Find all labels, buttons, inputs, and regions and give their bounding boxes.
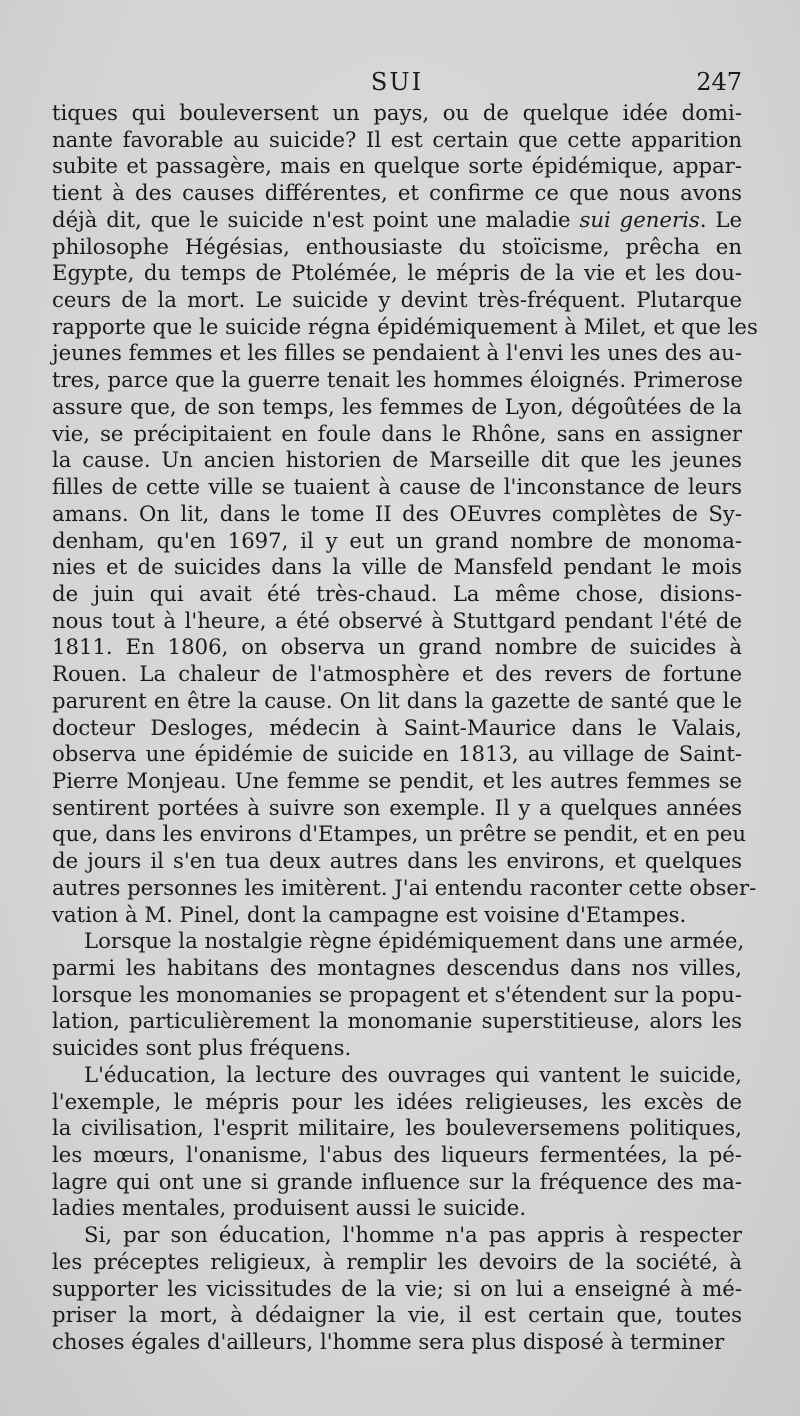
text-line: les mœurs, l'onanisme, l'abus des liqueurs fermentées, la pé- xyxy=(52,1142,742,1168)
page-header xyxy=(52,68,742,98)
text-line: parmi les habitans des montagnes descendus dans nos villes, xyxy=(52,955,742,980)
text-line: Egypte, du temps de Ptolémée, le mépris de la vie et les dou- xyxy=(52,260,742,286)
text-line: suicides sont plus fréquens. xyxy=(52,1035,352,1061)
text-line: tiques qui bouleversent un pays, ou de quelque idée domi- xyxy=(52,100,742,125)
text-line: subite et passagère, mais en quelque sorte épidémique, appar- xyxy=(52,153,742,179)
body-text xyxy=(52,100,758,1356)
text-line: choses égales d'ailleurs, l'homme sera plus disposé à terminer xyxy=(52,1329,725,1355)
text-line: Pierre Monjeau. Une femme se pendit, et les autres femmes se xyxy=(52,767,742,793)
text-line: filles de cette ville se tuaient à cause de l'inconstance de leurs xyxy=(52,474,742,500)
text-line: Rouen. La chaleur de l'atmosphère et des revers de fortune xyxy=(52,661,742,687)
text-line: lorsque les monomanies se propagent et s'étendent sur la popu- xyxy=(52,981,742,1007)
text-line: de jours il s'en tua deux autres dans les environs, et quelques xyxy=(52,848,742,874)
text-line: sentirent portées à suivre son exemple. Il y a quelques années xyxy=(52,794,742,820)
text-line: que, dans les environs d'Etampes, un prêtre se pendit, et en peu xyxy=(52,821,747,847)
text-line: jeunes femmes et les filles se pendaient à l'envi les unes des au- xyxy=(52,340,742,366)
text-line: ceurs de la mort. Le suicide y devint très-fréquent. Plutarque xyxy=(52,287,742,313)
text-line: tres, parce que la guerre tenait les hommes éloignés. Primerose xyxy=(52,367,743,393)
text-line: vie, se précipitaient en foule dans le Rhône, sans en assigner xyxy=(52,420,742,446)
text-line: Lorsque la nostalgie règne épidémiquement dans une armée, xyxy=(84,928,745,954)
paragraph xyxy=(52,928,745,1062)
text-line: priser la mort, à dédaigner la vie, il est certain que, toutes xyxy=(52,1302,742,1328)
running-head: SUI xyxy=(370,68,424,96)
paragraph xyxy=(52,1062,742,1222)
text-line: Si, par son éducation, l'homme n'a pas appris à respecter xyxy=(84,1222,742,1248)
text-line: docteur Desloges, médecin à Saint-Maurice dans le Valais, xyxy=(52,714,742,740)
text-line: nante favorable au suicide? Il est certain que cette apparition xyxy=(52,126,742,152)
paragraph xyxy=(52,100,758,928)
paragraph xyxy=(52,1222,742,1356)
text-line: parurent en être la cause. On lit dans la gazette de santé que le xyxy=(52,687,742,713)
text-line: nous tout à l'heure, a été observé à Stuttgard pendant l'été de xyxy=(52,607,742,633)
text-line: philosophe Hégésias, enthousiaste du stoïcisme, prêcha en xyxy=(52,233,742,259)
text-line: rapporte que le suicide régna épidémiquement à Milet, et que les xyxy=(52,313,758,339)
text-line: nies et de suicides dans la ville de Mansfeld pendant le mois xyxy=(52,554,742,580)
text-line: de juin qui avait été très-chaud. La même chose, disions- xyxy=(52,580,742,606)
text-line: observa une épidémie de suicide en 1813, au village de Saint- xyxy=(52,741,742,767)
text-line: ladies mentales, produisent aussi le suicide. xyxy=(52,1195,527,1221)
text-line: supporter les vicissitudes de la vie; si on lui a enseigné à mé- xyxy=(52,1275,742,1301)
page-number: 247 xyxy=(696,68,742,96)
text-line: 1811. En 1806, on observa un grand nombre de suicides à xyxy=(52,634,742,660)
text-line: assure que, de son temps, les femmes de Lyon, dégoûtées de la xyxy=(52,393,742,419)
text-line: lation, particulièrement la monomanie superstitieuse, alors les xyxy=(52,1008,742,1034)
text-line: les préceptes religieux, à remplir les devoirs de la société, à xyxy=(52,1248,742,1274)
text-line: lagre qui ont une si grande influence sur la fréquence des ma- xyxy=(52,1168,742,1194)
text-line: la civilisation, l'esprit militaire, les bouleversemens politiques, xyxy=(52,1115,742,1141)
text-line: la cause. Un ancien historien de Marseille dit que les jeunes xyxy=(52,447,742,473)
text-line: l'exemple, le mépris pour les idées religieuses, les excès de xyxy=(52,1088,742,1114)
text-line: déjà dit, que le suicide n'est point une maladie sui generis. Le xyxy=(52,206,742,232)
text-line: denham, qu'en 1697, il y eut un grand nombre de monoma- xyxy=(52,527,742,553)
text-line: tient à des causes différentes, et confirme ce que nous avons xyxy=(52,180,742,206)
text-line: autres personnes les imitèrent. J'ai entendu raconter cette obser- xyxy=(52,874,757,900)
text-line: vation à M. Pinel, dont la campagne est voisine d'Etampes. xyxy=(52,901,687,927)
text-line: L'éducation, la lecture des ouvrages qui vantent le suicide, xyxy=(84,1061,742,1087)
text-line: amans. On lit, dans le tome II des OEuvres complètes de Sy- xyxy=(52,500,742,526)
